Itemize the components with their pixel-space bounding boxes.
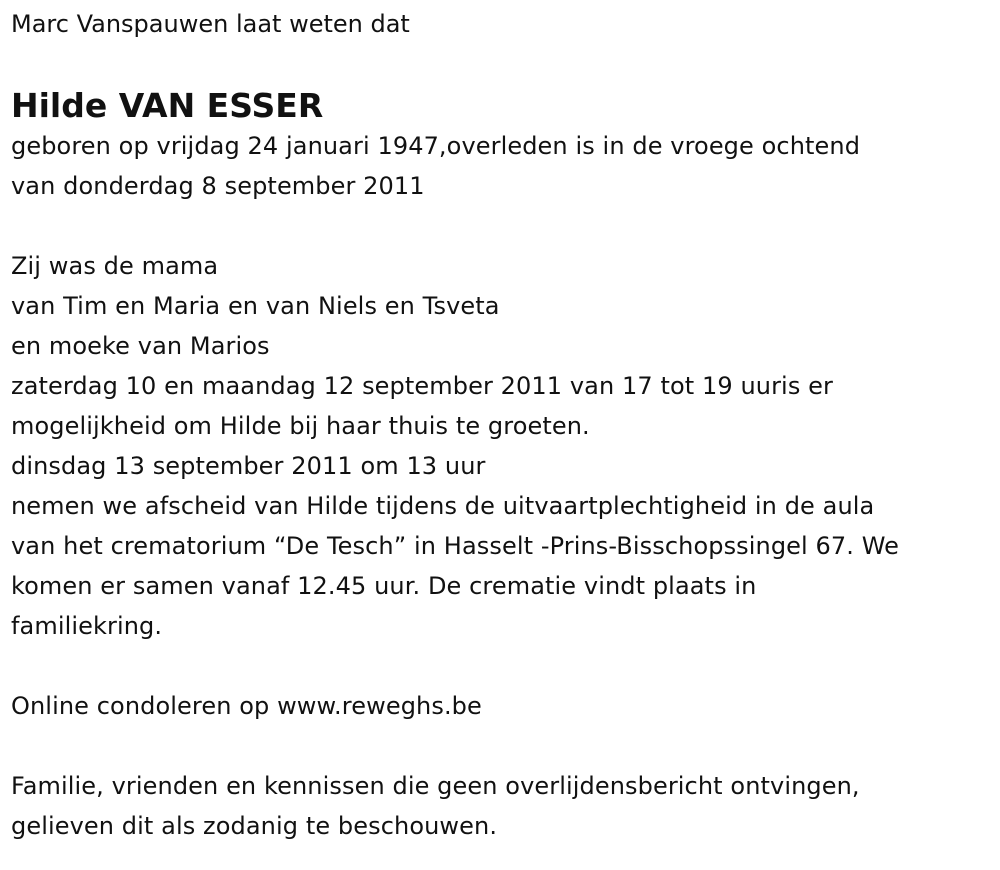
death-notice xyxy=(11,4,991,846)
spacer xyxy=(11,206,991,246)
ceremony-line: dinsdag 13 september 2011 om 13 uur xyxy=(11,452,486,480)
ceremony-section xyxy=(11,446,991,646)
ceremony-line: van het crematorium “De Tesch” in Hasselt -Prins-Bisschopssingel 67. We xyxy=(11,532,900,560)
intro-text: Marc Vanspauwen laat weten dat xyxy=(11,10,410,38)
family-line: Zij was de mama xyxy=(11,252,219,280)
condolences-text: Online condoleren op www.reweghs.be xyxy=(11,692,482,720)
spacer xyxy=(11,646,991,686)
ceremony-line: komen er samen vanaf 12.45 uur. De crematie vindt plaats in xyxy=(11,572,757,600)
spacer xyxy=(11,726,991,766)
closing-line: Familie, vrienden en kennissen die geen overlijdensbericht ontvingen, xyxy=(11,772,860,800)
birth-death-line: van donderdag 8 september 2011 xyxy=(11,172,425,200)
family-line: van Tim en Maria en van Niels en Tsveta xyxy=(11,292,500,320)
deceased-name: Hilde VAN ESSER xyxy=(11,86,324,125)
ceremony-line: nemen we afscheid van Hilde tijdens de uitvaartplechtigheid in de aula xyxy=(11,492,875,520)
birth-death-line: geboren op vrijdag 24 januari 1947,overleden is in de vroege ochtend xyxy=(11,132,861,160)
ceremony-line: familiekring. xyxy=(11,612,163,640)
birth-death-section xyxy=(11,126,991,206)
family-line: en moeke van Marios xyxy=(11,332,270,360)
closing-line: gelieven dit als zodanig te beschouwen. xyxy=(11,812,498,840)
visitation-line: mogelijkheid om Hilde bij haar thuis te groeten. xyxy=(11,412,590,440)
family-section xyxy=(11,246,991,366)
visitation-section xyxy=(11,366,991,446)
visitation-line: zaterdag 10 en maandag 12 september 2011 van 17 tot 19 uuris er xyxy=(11,372,833,400)
closing-section xyxy=(11,766,991,846)
